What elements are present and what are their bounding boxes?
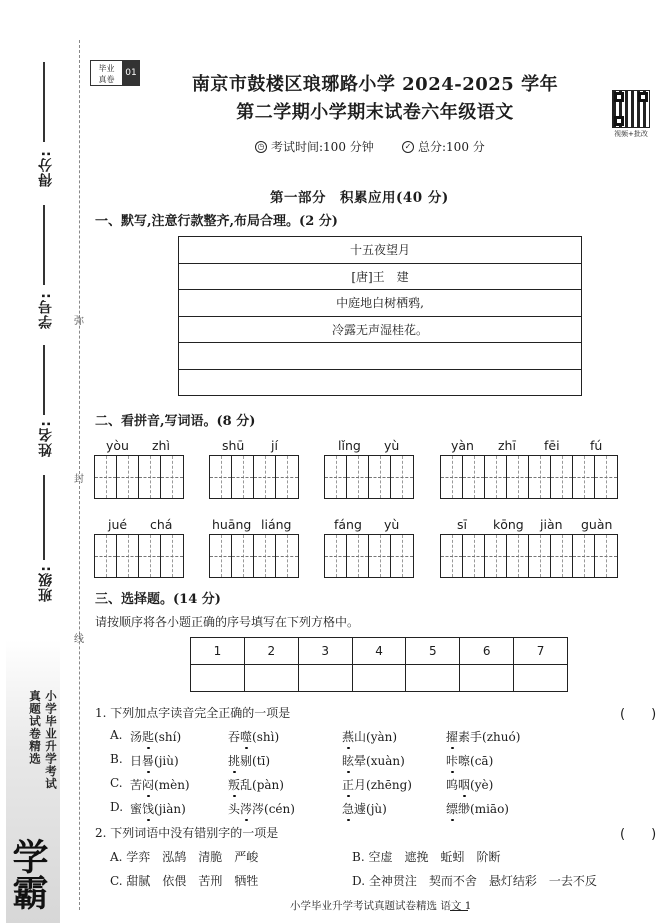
name-label: 姓名:	[38, 420, 54, 457]
answer-number: 6	[460, 638, 513, 665]
answer-number: 5	[406, 638, 459, 665]
pinyin: chá	[150, 517, 173, 532]
score-line	[43, 62, 45, 142]
q1-option-item: 缥缈(miāo)	[446, 802, 509, 816]
pinyin: jué	[108, 517, 128, 532]
q1-option-label: B.	[110, 752, 123, 766]
badge-bottom: 真卷	[98, 75, 115, 84]
answer-cell[interactable]	[191, 665, 244, 691]
poem-row: 中庭地白树栖鸦,	[179, 290, 581, 317]
badge-number: 01	[123, 61, 139, 85]
poem-box[interactable]	[178, 236, 582, 396]
title-line2: 第二学期小学期末试卷六年级语文	[236, 102, 514, 123]
q1-option-item: 叛乱(pàn)	[228, 778, 284, 792]
q1-option-item: 急遽(jù)	[342, 802, 387, 816]
poem-row: [唐]王 建	[179, 264, 581, 291]
brand-line1: 小学毕业升学考试	[44, 690, 58, 790]
poem-answer-row[interactable]	[179, 343, 581, 370]
answer-number: 3	[299, 638, 352, 665]
pinyin: huāng	[212, 517, 252, 532]
answer-table	[190, 637, 568, 692]
name-line	[43, 345, 45, 415]
pinyin: liáng	[261, 517, 292, 532]
q1-option-item: 咔嚓(cā)	[446, 754, 494, 768]
student-no-line	[43, 205, 45, 285]
section3-heading: 三、选择题。(14 分)	[95, 592, 221, 607]
pinyin: zhì	[152, 438, 170, 453]
answer-cell[interactable]	[245, 665, 298, 691]
q1-option-label: D.	[110, 800, 124, 814]
brand-logo: 学霸	[7, 838, 49, 910]
answer-cell[interactable]	[299, 665, 352, 691]
badge-top: 毕业	[98, 64, 115, 73]
answer-grid[interactable]	[440, 534, 618, 578]
pinyin: lǐng	[338, 438, 361, 453]
section3-instruction: 请按顺序将各小题正确的序号填写在下列方格中。	[95, 615, 360, 629]
q1-option-item: 汤匙(shí)	[130, 730, 182, 744]
total-score-text: 总分:100 分	[418, 140, 485, 154]
answer-grid[interactable]	[324, 534, 414, 578]
q1-option-label: A.	[110, 728, 123, 742]
poem-answer-row[interactable]	[179, 370, 581, 397]
q1-option-item: 眩晕(xuàn)	[342, 754, 405, 768]
section2-heading: 二、看拼音,写词语。(8 分)	[95, 414, 256, 429]
question-2-answer-paren[interactable]: ( )	[620, 827, 657, 842]
q1-option-item: 正月(zhēng)	[342, 778, 412, 792]
answer-number: 1	[191, 638, 244, 665]
pinyin: guàn	[581, 517, 613, 532]
pinyin: jí	[271, 438, 278, 453]
answer-grid[interactable]	[94, 455, 184, 499]
question-1-answer-paren[interactable]: ( )	[620, 707, 657, 722]
poem-row: 十五夜望月	[179, 237, 581, 264]
poem-row: 冷露无声湿桂花。	[179, 317, 581, 344]
q1-option-item: 擢素手(zhuó)	[446, 730, 521, 744]
exam-badge	[90, 60, 140, 86]
qr-caption: 视频+批改	[614, 130, 648, 138]
student-no-label: 学号:	[38, 292, 54, 329]
q1-option-item: 呜咽(yè)	[446, 778, 494, 792]
answer-grid[interactable]	[209, 455, 299, 499]
question-2-stem: 2. 下列词语中没有错别字的一项是	[95, 826, 279, 840]
pinyin: shū	[222, 438, 245, 453]
pinyin: yàn	[451, 438, 474, 453]
answer-number: 7	[514, 638, 567, 665]
part1-title: 第一部分 积累应用(40 分)	[270, 190, 449, 206]
footer-text: 小学毕业升学考试真题试卷精选 语文	[290, 900, 462, 912]
check-icon: ✓	[402, 141, 414, 153]
q1-option-item: 挑剔(tī)	[228, 754, 271, 768]
answer-grid[interactable]	[209, 534, 299, 578]
answer-cell[interactable]	[514, 665, 567, 691]
q1-option-label: C.	[110, 776, 123, 790]
pinyin: fáng	[334, 517, 362, 532]
section1-heading: 一、默写,注意行款整齐,布局合理。(2 分)	[95, 214, 338, 229]
footer	[290, 898, 471, 913]
answer-cell[interactable]	[406, 665, 459, 691]
pinyin: yòu	[106, 438, 129, 453]
seal-char-feng: 封	[74, 474, 84, 485]
answer-number: 4	[353, 638, 406, 665]
q1-option-item: 吞噬(shì)	[228, 730, 280, 744]
q2-option-c: C. 甜腻 依偎 苦刑 牺牲	[110, 874, 259, 888]
q1-option-item: 头涔涔(cén)	[228, 802, 295, 816]
answer-cell[interactable]	[460, 665, 513, 691]
q1-option-item: 燕山(yàn)	[342, 730, 398, 744]
answer-grid[interactable]	[324, 455, 414, 499]
seal-char-mi: 弥	[74, 316, 84, 327]
pinyin: kōng	[493, 517, 524, 532]
pinyin: zhī	[498, 438, 516, 453]
pinyin: jiàn	[540, 517, 563, 532]
footer-rule	[450, 910, 468, 911]
clock-icon: ◷	[255, 141, 267, 153]
pinyin: yù	[384, 517, 400, 532]
total-score	[402, 138, 485, 155]
title-line1: 南京市鼓楼区琅琊路小学 2024-2025 学年	[191, 74, 559, 95]
exam-time-text: 考试时间:100 分钟	[271, 140, 374, 154]
q2-option-b: B. 空虚 遮挽 蚯蚓 阶断	[352, 850, 501, 864]
question-1-stem: 1. 下列加点字读音完全正确的一项是	[95, 706, 291, 720]
q2-option-a: A. 学弈 泓鹄 清脆 严峻	[110, 850, 259, 864]
answer-grid[interactable]	[440, 455, 618, 499]
score-label: 得分:	[38, 150, 54, 187]
pinyin: yù	[384, 438, 400, 453]
seal-char-xian: 线	[74, 634, 84, 645]
pinyin: sī	[457, 517, 467, 532]
class-label: 班级:	[38, 565, 54, 602]
qr-code[interactable]	[612, 90, 650, 128]
q1-option-item: 蜜饯(jiàn)	[130, 802, 186, 816]
page-number: 1	[464, 900, 472, 912]
q2-option-d: D. 全神贯注 契而不舍 悬灯结彩 一去不反	[352, 874, 597, 888]
q1-option-item: 苦闷(mèn)	[130, 778, 190, 792]
pinyin: fú	[590, 438, 603, 453]
q1-option-item: 日晷(jiù)	[130, 754, 179, 768]
answer-cell[interactable]	[353, 665, 406, 691]
answer-number: 2	[245, 638, 298, 665]
exam-time	[255, 138, 374, 155]
answer-grid[interactable]	[94, 534, 184, 578]
class-line	[43, 475, 45, 560]
brand-line2: 真题试卷精选	[28, 690, 42, 765]
pinyin: fēi	[544, 438, 560, 453]
